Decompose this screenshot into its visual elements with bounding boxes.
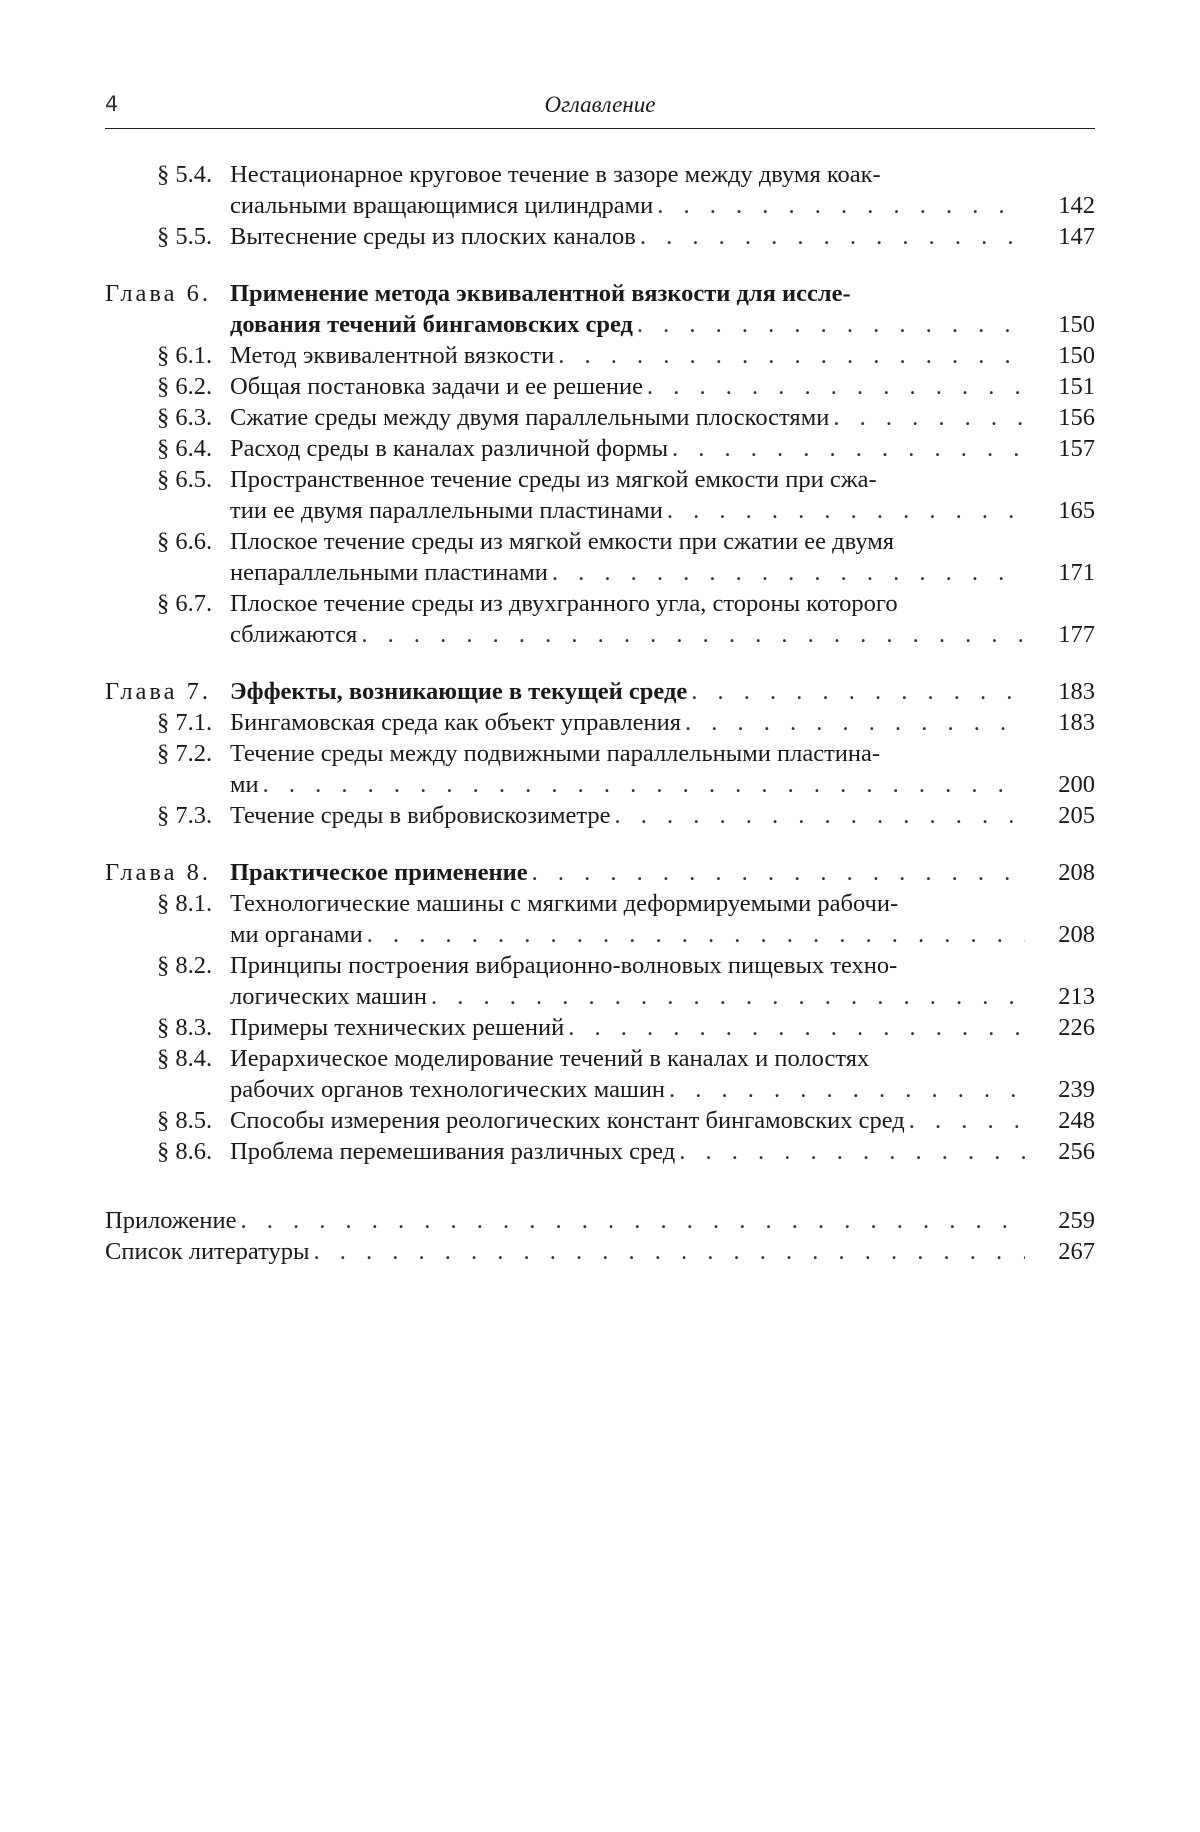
section-number: § 8.5. xyxy=(157,1107,213,1134)
section-number: § 8.1. xyxy=(157,890,213,917)
entry-page: 177 xyxy=(1058,621,1095,648)
entry-page: 156 xyxy=(1058,404,1095,431)
toc-entry-appendix[interactable] xyxy=(105,1205,1095,1236)
toc-entry-6-6[interactable] xyxy=(105,526,1095,588)
chapter-title: Практическое применение xyxy=(230,859,528,886)
dot-leader xyxy=(647,371,1025,402)
entry-page: 142 xyxy=(1058,192,1095,219)
entry-page: 157 xyxy=(1058,435,1095,462)
dot-leader xyxy=(313,1236,1025,1267)
chapter-number: Глава 6. xyxy=(105,280,212,307)
entry-title-line: Нестационарное круговое течение в зазоре между двумя коак- xyxy=(230,161,881,188)
toc-entry-8-6[interactable] xyxy=(105,1136,1095,1167)
section-number: § 5.5. xyxy=(157,223,213,250)
section-number: § 6.2. xyxy=(157,373,213,400)
entry-title-line: Течение среды между подвижными параллельными пластина- xyxy=(230,740,881,767)
toc-entry-6-7[interactable] xyxy=(105,588,1095,650)
section-number: § 7.2. xyxy=(157,740,213,767)
toc-entry-5-4[interactable] xyxy=(105,159,1095,221)
entry-title: Примеры технических решений xyxy=(230,1014,565,1041)
page xyxy=(105,88,1095,1267)
dot-leader xyxy=(552,557,1025,588)
entry-title: Сжатие среды между двумя параллельными плоскостями xyxy=(230,404,830,431)
section-number: § 7.1. xyxy=(157,709,213,736)
toc-entry-8-3[interactable] xyxy=(105,1012,1095,1043)
chapter-title-line: Применение метода эквивалентной вязкости для иссле- xyxy=(230,280,851,307)
section-number: § 6.4. xyxy=(157,435,213,462)
dot-leader xyxy=(241,1205,1026,1236)
entry-page: 165 xyxy=(1058,497,1095,524)
entry-title: тии ее двумя параллельными пластинами xyxy=(230,497,663,524)
entry-title: Бингамовская среда как объект управления xyxy=(230,709,682,736)
entry-page: 147 xyxy=(1058,223,1095,250)
chapter-number: Глава 7. xyxy=(105,678,212,705)
entry-page: 259 xyxy=(1058,1207,1095,1234)
chapter-number: Глава 8. xyxy=(105,859,212,886)
section-number: § 8.2. xyxy=(157,952,213,979)
entry-title: Метод эквивалентной вязкости xyxy=(230,342,555,369)
entry-page: 239 xyxy=(1058,1076,1095,1103)
chapter-title: Эффекты, возникающие в текущей среде xyxy=(230,678,688,705)
entry-page: 200 xyxy=(1058,771,1095,798)
toc-entry-references[interactable] xyxy=(105,1236,1095,1267)
entry-title-line: Принципы построения вибрационно-волновых пищевых техно- xyxy=(230,952,898,979)
entry-title: сиальными вращающимися цилиндрами xyxy=(230,192,654,219)
toc-entry-5-5[interactable] xyxy=(105,221,1095,252)
toc-entry-7-2[interactable] xyxy=(105,738,1095,800)
toc-entry-7-3[interactable] xyxy=(105,800,1095,831)
entry-title: сближаются xyxy=(230,621,358,648)
entry-page: 208 xyxy=(1058,921,1095,948)
entry-title: Способы измерения реологических констант бингамовских сред xyxy=(230,1107,905,1134)
toc-chapter-8[interactable] xyxy=(105,857,1095,888)
toc-entry-6-4[interactable] xyxy=(105,433,1095,464)
entry-title: Общая постановка задачи и ее решение xyxy=(230,373,644,400)
dot-leader xyxy=(909,1105,1025,1136)
dot-leader xyxy=(558,340,1025,371)
entry-title-line: Пространственное течение среды из мягкой емкости при сжа- xyxy=(230,466,877,493)
toc-entry-6-1[interactable] xyxy=(105,340,1095,371)
toc-entry-8-2[interactable] xyxy=(105,950,1095,1012)
dot-leader xyxy=(637,309,1025,340)
toc-entry-8-4[interactable] xyxy=(105,1043,1095,1105)
dot-leader xyxy=(640,221,1025,252)
section-number: § 6.6. xyxy=(157,528,213,555)
entry-page: 150 xyxy=(1058,311,1095,338)
toc-entry-6-2[interactable] xyxy=(105,371,1095,402)
entry-page: 213 xyxy=(1058,983,1095,1010)
dot-leader xyxy=(361,619,1025,650)
entry-title: непараллельными пластинами xyxy=(230,559,548,586)
toc-entry-6-3[interactable] xyxy=(105,402,1095,433)
section-number: § 6.3. xyxy=(157,404,213,431)
entry-title: Расход среды в каналах различной формы xyxy=(230,435,669,462)
toc-chapter-7[interactable] xyxy=(105,676,1095,707)
page-number: 4 xyxy=(105,92,119,116)
toc-entry-7-1[interactable] xyxy=(105,707,1095,738)
dot-leader xyxy=(657,190,1025,221)
section-number: § 6.7. xyxy=(157,590,213,617)
entry-title: логических машин xyxy=(230,983,428,1010)
dot-leader xyxy=(685,707,1025,738)
entry-title-line: Плоское течение среды из мягкой емкости при сжатии ее двумя xyxy=(230,528,895,555)
table-of-contents xyxy=(105,159,1095,1267)
entry-page: 171 xyxy=(1058,559,1095,586)
entry-page: 150 xyxy=(1058,342,1095,369)
dot-leader xyxy=(367,919,1025,950)
dot-leader xyxy=(672,433,1025,464)
toc-entry-8-5[interactable] xyxy=(105,1105,1095,1136)
dot-leader xyxy=(691,676,1025,707)
entry-title: Список литературы xyxy=(105,1238,310,1265)
dot-leader xyxy=(263,769,1025,800)
toc-chapter-6[interactable] xyxy=(105,278,1095,340)
entry-title-line: Плоское течение среды из двухгранного угла, стороны которого xyxy=(230,590,898,617)
dot-leader xyxy=(615,800,1025,831)
entry-title: Течение среды в вибровискозиметре xyxy=(230,802,611,829)
section-number: § 8.3. xyxy=(157,1014,213,1041)
entry-page: 183 xyxy=(1058,709,1095,736)
entry-title: Вытеснение среды из плоских каналов xyxy=(230,223,636,250)
entry-page: 205 xyxy=(1058,802,1095,829)
entry-title: рабочих органов технологических машин xyxy=(230,1076,666,1103)
entry-page: 151 xyxy=(1058,373,1095,400)
entry-page: 208 xyxy=(1058,859,1095,886)
entry-title: Приложение xyxy=(105,1207,237,1234)
dot-leader xyxy=(833,402,1025,433)
entry-page: 248 xyxy=(1058,1107,1095,1134)
toc-entry-6-5[interactable] xyxy=(105,464,1095,526)
toc-entry-8-1[interactable] xyxy=(105,888,1095,950)
dot-leader xyxy=(679,1136,1025,1167)
entry-title: ми органами xyxy=(230,921,363,948)
entry-title: ми xyxy=(230,771,259,798)
dot-leader xyxy=(431,981,1025,1012)
entry-page: 267 xyxy=(1058,1238,1095,1265)
chapter-title: дования течений бингамовских сред xyxy=(230,311,633,338)
section-number: § 8.6. xyxy=(157,1138,213,1165)
entry-title-line: Иерархическое моделирование течений в каналах и полостях xyxy=(230,1045,870,1072)
section-number: § 6.1. xyxy=(157,342,213,369)
entry-title-line: Технологические машины с мягкими деформируемыми рабочи- xyxy=(230,890,899,917)
section-number: § 8.4. xyxy=(157,1045,213,1072)
page-header xyxy=(105,88,1095,129)
section-number: § 5.4. xyxy=(157,161,213,188)
dot-leader xyxy=(667,495,1025,526)
section-number: § 6.5. xyxy=(157,466,213,493)
entry-page: 183 xyxy=(1058,678,1095,705)
dot-leader xyxy=(532,857,1025,888)
entry-title: Проблема перемешивания различных сред xyxy=(230,1138,676,1165)
running-title: Оглавление xyxy=(544,92,656,117)
entry-page: 256 xyxy=(1058,1138,1095,1165)
dot-leader xyxy=(568,1012,1025,1043)
entry-page: 226 xyxy=(1058,1014,1095,1041)
section-number: § 7.3. xyxy=(157,802,213,829)
dot-leader xyxy=(669,1074,1025,1105)
